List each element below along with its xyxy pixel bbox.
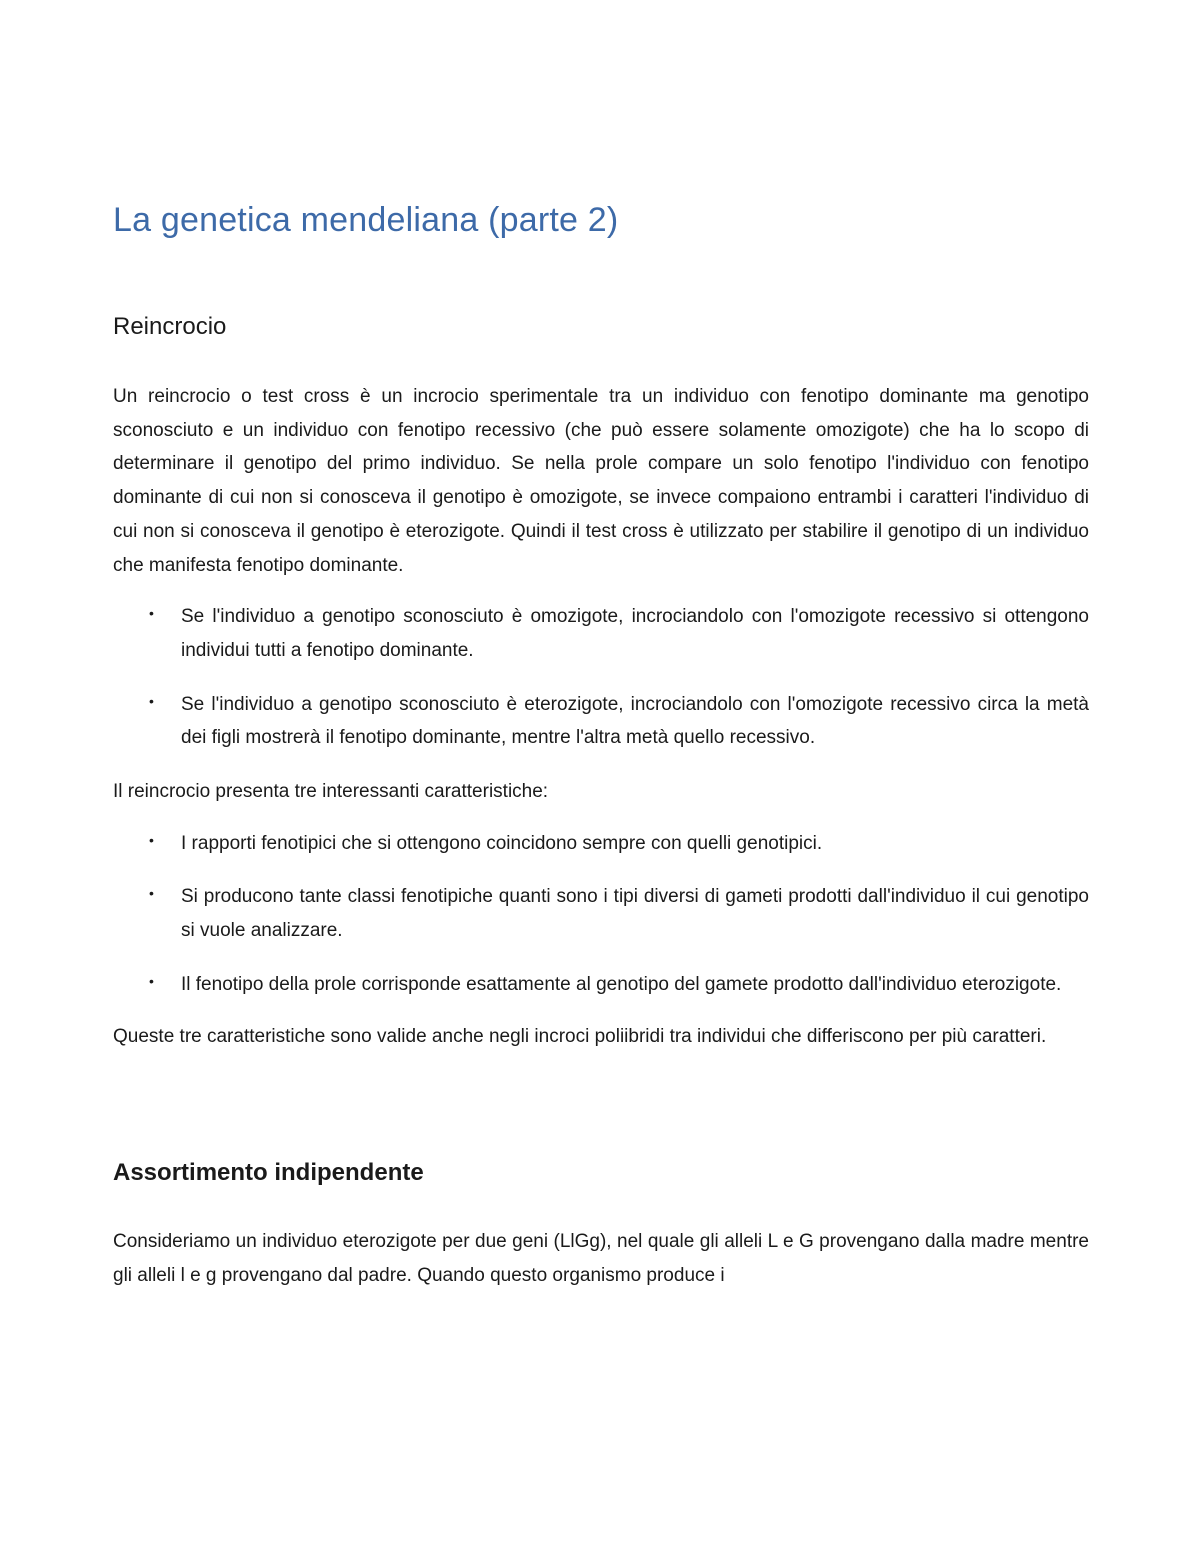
section-heading-reincrocio: Reincrocio	[113, 313, 227, 340]
bullet-icon: •	[149, 605, 154, 622]
conclusion-paragraph: Queste tre caratteristiche sono valide anche negli incroci poliibridi tra individui che differiscono per più caratteri.	[113, 1025, 1047, 1047]
assortimento-paragraph: Consideriamo un individuo eterozigote per due geni (LlGg), nel quale gli alleli L e G provengano dalla madre mentre gli alleli l e g provengano dal padre. Quando questo organismo produce i	[113, 1231, 1089, 1286]
list-item-text: Se l'individuo a genotipo sconosciuto è omozigote, incrociandolo con l'omozigote recessivo si ottengono individui tutti a fenotipo dominante.	[181, 606, 1089, 661]
reincrocio-intro-paragraph: Un reincrocio o test cross è un incrocio sperimentale tra un individuo con fenotipo dominante ma genotipo sconosciuto e un individuo con fenotipo recessivo (che può essere solamente omozigote) che ha lo scopo di determinare il genotipo del primo individuo. Se nella prole compare un solo fenotipo l'individuo con fenotipo dominante di cui non si conosceva il genotipo è omozigote, se invece compaiono entrambi i caratteri l'individuo di cui non si conosceva il genotipo è eterozigote. Quindi il test cross è utilizzato per stabilire il genotipo di un individuo che manifesta fenotipo dominante.	[113, 386, 1089, 576]
list-item-text: Se l'individuo a genotipo sconosciuto è eterozigote, incrociandolo con l'omozigote recessivo circa la metà dei figli mostrerà il fenotipo dominante, mentre l'altra metà quello recessivo.	[181, 693, 1089, 749]
list-item-text: Il fenotipo della prole corrisponde esattamente al genotipo del gamete prodotto dall'individuo eterozigote.	[181, 973, 1062, 995]
section-heading-assortimento: Assortimento indipendente	[113, 1159, 424, 1187]
document-title: La genetica mendeliana (parte 2)	[113, 201, 619, 239]
features-list	[113, 827, 1089, 1002]
list-item	[113, 600, 1089, 667]
list-item	[113, 827, 1089, 861]
list-item	[113, 880, 1089, 947]
bullet-icon: •	[149, 972, 154, 989]
bullet-icon: •	[149, 831, 154, 848]
testcross-outcomes-list	[113, 600, 1089, 755]
features-intro-paragraph: Il reincrocio presenta tre interessanti caratteristiche:	[113, 781, 549, 803]
list-item-text: Si producono tante classi fenotipiche quanti sono i tipi diversi di gameti prodotti dall'individuo il cui genotipo si vuole analizzare.	[181, 886, 1089, 942]
list-item	[113, 688, 1089, 755]
list-item	[113, 968, 1089, 1002]
document-page	[113, 190, 1089, 1293]
bullet-icon: •	[149, 885, 154, 902]
bullet-icon: •	[149, 692, 154, 709]
list-item-text: I rapporti fenotipici che si ottengono coincidono sempre con quelli genotipici.	[181, 832, 823, 854]
